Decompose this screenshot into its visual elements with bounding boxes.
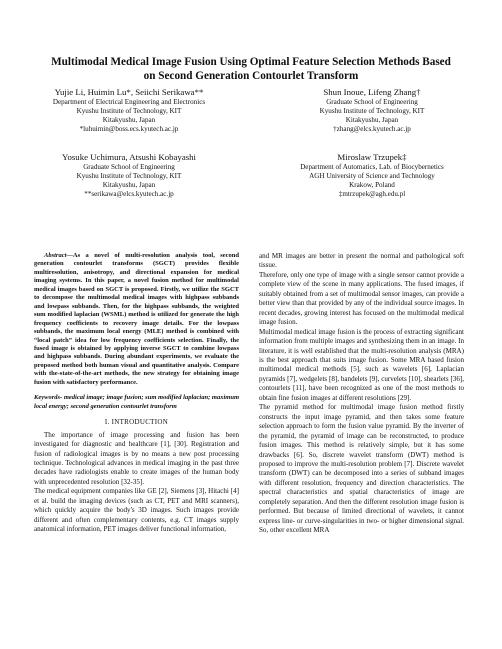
abstract-text: —As a novel of multi-resolution analysis tool, second generation contourlet transforms (SGCT) provides flexible multiresolution, anisotropy, and directional expansion for medical imaging systems. In this paper, a novel fusion method for multimodal medical images based on SGCT is proposed. Firstly, we utilize the SGCT to decompose the multimodal medical images with highpass subbands and lowpass subbands. Then, for the highpass subbands, the weighted sum modified laplacian (WSML) method is utilized for generate the high frequency coefficients to recovery image details. For the lowpass subbands, the maximum local energy (MLE) method is combined with “local patch” idea for low frequency coefficients selection. Finally, the fused image is obtained by applying inverse SGCT to combine lowpass and highpass subbands. During abundant experiments, we evaluate the proposed method both human visual and quantitative analysis. Compare with the-state-of-the-art methods, the new strategy for obtaining image fusion with satisfactory performance. (34, 252, 239, 386)
author-email: *luhuimin@boss.ecs.kyutech.ac.jp (79, 124, 179, 133)
author-affiliation: Department of Electrical Engineering and Electronics (52, 98, 206, 106)
author-block-4 (262, 152, 482, 199)
keywords: Keywords- medical image; image fusion; sum modified laplacian; maximum local energy; second generation contourlet transform (34, 394, 239, 410)
title-line-1: Multimodal Medical Image Fusion Using Optimal Feature Selection Methods Based (51, 56, 451, 68)
author-location: Kitakyushu, Japan (102, 115, 156, 124)
author-names: Yujie Li, Huimin Lu*, Seiichi Serikawa** (54, 87, 204, 97)
author-affiliation: Kyushu Institute of Technology, KIT (319, 106, 425, 115)
abstract (34, 252, 239, 387)
abstract-label: Abstract (44, 252, 67, 259)
author-affiliation: Department of Automatics, Lab. of Biocybernetics (300, 163, 444, 171)
author-email: †zhang@elcs.kyutech.ac.jp (333, 124, 411, 133)
author-block-1 (12, 87, 246, 134)
paper-title (20, 56, 482, 83)
author-affiliation: AGH University of Science and Technology (309, 171, 435, 180)
title-line-2: on Second Generation Contourlet Transform (143, 69, 359, 82)
author-location: Kitakyushu, Japan (345, 115, 399, 124)
author-affiliation: Graduate School of Engineering (83, 163, 175, 171)
author-affiliation: Kyushu Institute of Technology, KIT (76, 171, 182, 180)
author-affiliation: Graduate School of Engineering (326, 98, 418, 106)
section-heading-introduction: I. INTRODUCTION (104, 418, 169, 427)
author-names: Yosuke Uchimura, Atsushi Kobayashi (62, 152, 196, 162)
paragraph-continued: and MR images are better in present the normal and pathological soft tissue. (259, 252, 464, 270)
intro-paragraph-1: The importance of image processing and fusion has been investigated for diagnostic and healthcare [1], [30]. Registration and fusion of radiological images is by no means a new post processing technique. Technological advances in medical imaging in the past three decades have radiologists enable to create images of the human body with unprecedented resolution [32-35]. (34, 430, 239, 486)
author-affiliation: Kyushu Institute of Technology, KIT (76, 106, 182, 115)
left-column (34, 252, 239, 535)
author-location: Kitakyushu, Japan (102, 180, 156, 189)
intro-paragraph-2: The medical equipment companies like GE [2], Siemens [3], Hitachi [4] et al. build the imaging devices (such as CT, PET and MRI scanners), which quickly acquire the body's 3D images. Such images provide different and often complementary contents, e.g. CT images supply anatomical information, PET images deliver functional information, (34, 487, 239, 534)
paragraph-4: The pyramid method for multimodal image fusion method firstly constructs the input image pyramid, and then takes some feature selection approach to form the fusion value pyramid. By the inverter of the pyramid, the pyramid of image can be reconstructed, to produce fusion images. This method is relatively simple, but it has some drawbacks [6]. So, discrete wavelet transform (DWT) method is proposed to improve the multi-resolution problem [7]. Discrete wavelet transform (DWT) can be decomposed into a series of subband images with different resolution, frequency and direction characteristics. The spectral characteristics and spatial characteristics of image are completely separation. And then the different resolution image fusion is performed. But because of limited directional of wavelets, it cannot express line- or curve-singularities in two- or higher dimensional signal. So, other excellent MRA (259, 403, 464, 535)
author-email: **serikawa@elcs.kyutech.ac.jp (84, 189, 174, 198)
author-block-2 (262, 87, 482, 134)
author-names: Miroslaw Trzupek‡ (337, 152, 407, 162)
author-block-3 (12, 152, 246, 199)
paragraph-2: Therefore, only one type of image with a single sensor cannot provide a complete view of the scene in many applications. The fused images, if suitably obtained from a set of multimodal sensor images, can provide a better view than that provided by any of the individual source images. In recent decades, growing interest has focused on the multimodal medical image fusion. (259, 270, 464, 327)
author-email: ‡mtrzupek@agh.edu.pl (338, 189, 406, 198)
paragraph-3: Multimodal medical image fusion is the process of extracting significant information from multiple images and synthesizing them in an image. In literature, it is well established that the multi-resolution analysis (MRA) is the best approach that suits image fusion. Some MRA based fusion multimodal medical methods [5], such as wavelets [6], Laplacian pyramids [7], wedgelets [8], bandelets [9], curvelets [10], shearlets [36], contourlets [11], have been recognized as one of the most methods to obtain fine fusion images at different resolutions [29]. (259, 327, 464, 402)
author-names: Shun Inoue, Lifeng Zhang† (323, 87, 421, 97)
author-location: Krakow, Poland (349, 180, 395, 189)
right-column (259, 252, 464, 536)
